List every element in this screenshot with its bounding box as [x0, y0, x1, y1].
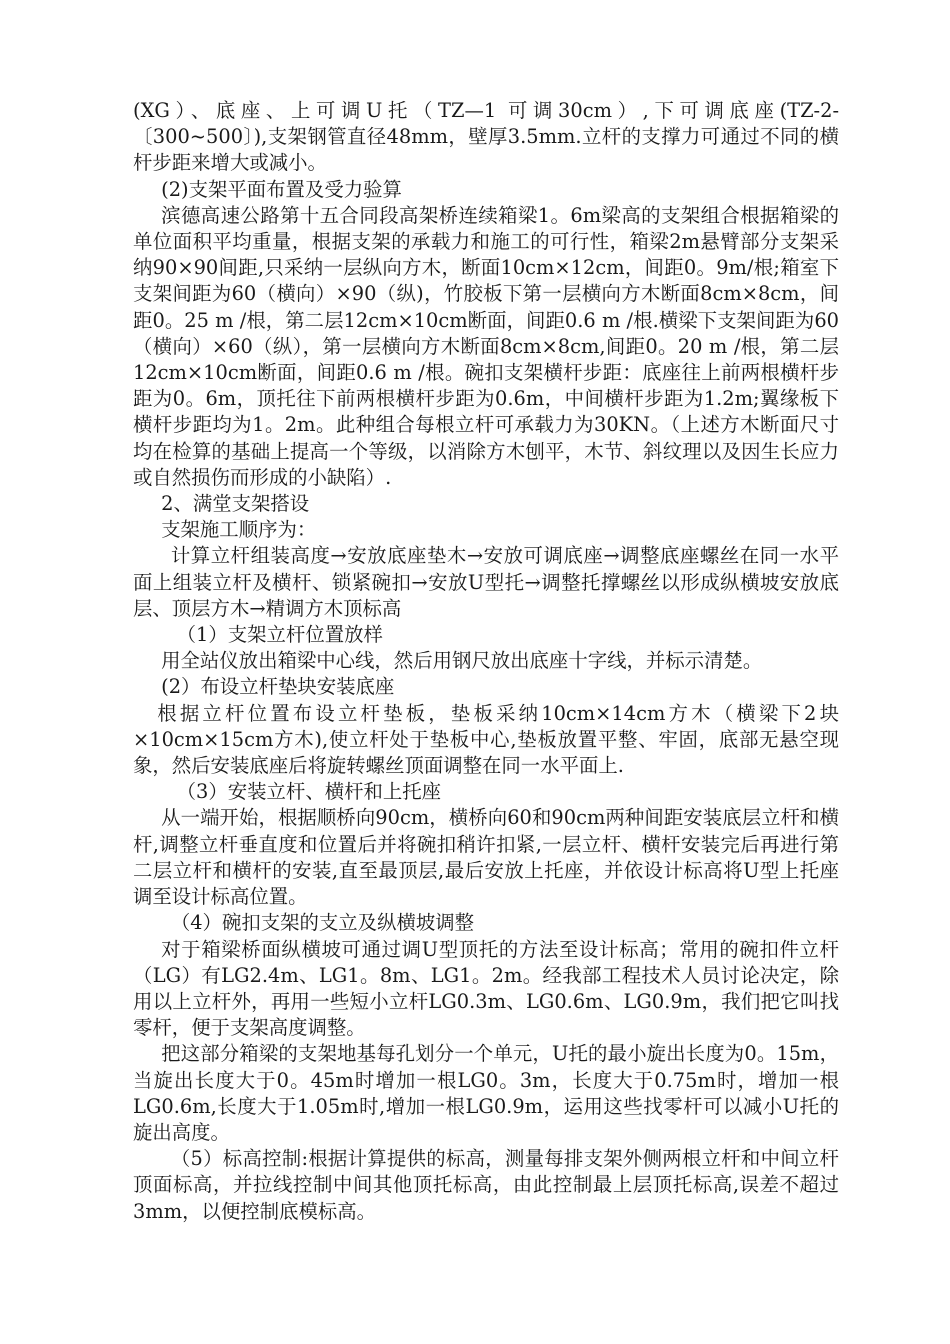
section-heading-erection: 2、满堂支架搭设	[161, 492, 310, 516]
paragraph: 从一端开始，根据顺桥向90cm，横桥向60和90cm两种间距安装底层立杆和横杆,调整立杆垂直度和位置后并将碗扣稍许扣紧,一层立杆、横杆安装完后再进行第二层立杆和横杆的安装,直至最顶层,最后安放上托座，并依设计标高将U型上托座调至设计标高位置。	[133, 806, 839, 909]
paragraph: (XG）、底座、上可调U托（TZ—1 可调30cm）,下可调底座(TZ-2-〔300~500〕),支架钢管直径48mm，壁厚3.5mm.立杆的支撑力可通过不同的横杆步距来增大或减小。	[133, 99, 839, 175]
paragraph: 用全站仪放出箱梁中心线，然后用钢尺放出底座十字线，并标示清楚。	[161, 649, 763, 673]
paragraph: 支架施工顺序为：	[161, 518, 317, 542]
paragraph: 根据立杆位置布设立杆垫板，垫板采纳10cm×14cm方木（横梁下2块×10cm×15cm方木),使立杆处于垫板中心,垫板放置平整、牢固，底部无悬空现象，然后安装底座后将旋转螺丝顶面调整在同一水平面上.	[133, 701, 839, 778]
paragraph: 滨德高速公路第十五合同段高架桥连续箱梁1。6m梁高的支架组合根据箱梁的单位面积平均重量，根据支架的承载力和施工的可行性，箱梁2m悬臂部分支架采纳90×90间距,只采纳一层纵向方木，断面10cm×12cm，间距0。9m/根;箱室下支架间距为60（横向）×90（纵)，竹胶板下第一层横向方木断面8cm×8cm，间距0。25 m /根，第二层12cm×10cm断面，间距0.6 m /根.横梁下支架间距为60（横向）×60（纵），第一层横向方木断面8cm×8cm,间距0。20 m /根，第二层12cm×10cm断面，间距0.6 m /根。碗扣支架横杆步距：底座往上前两根横杆步距为0。6m，顶托往下前两根横杆步距为0.6m，中间横杆步距为1.2m;翼缘板下横杆步距均为1。2m。此种组合每根立杆可承载力为30KN。（上述方木断面尺寸均在检算的基础上提高一个等级，以消除方木刨平，木节、斜纹理以及因生长应力或自然损伤而形成的小缺陷）.	[133, 203, 839, 489]
paragraph: （5）标高控制:根据计算提供的标高，测量每排支架外侧两根立杆和中间立杆顶面标高，并拉线控制中间其他顶托标高，由此控制最上层顶托标高,误差不超过3mm，以便控制底模标高。	[133, 1147, 839, 1223]
subheading: （1）支架立杆位置放样	[176, 623, 383, 647]
document-body	[133, 98, 839, 1225]
section-heading-layout: (2)支架平面布置及受力验算	[161, 177, 402, 201]
paragraph: 把这部分箱梁的支架地基每孔划分一个单元，U托的最小旋出长度为0。15m，当旋出长度大于0。45m时增加一根LG0。3m，长度大于0.75m时，增加一根LG0.6m,长度大于1.05m时,增加一根LG0.9m，运用这些找零杆可以减小U托的旋出高度。	[133, 1042, 839, 1144]
subheading: （4）碗扣支架的支立及纵横坡调整	[170, 911, 475, 935]
paragraph: 计算立杆组装高度→安放底座垫木→安放可调底座→调整底座螺丝在同一水平面上组装立杆及横杆、锁紧碗扣→安放U型托→调整托撑螺丝以形成纵横坡安放底层、顶层方木→精调方木顶标高	[133, 544, 839, 620]
subheading: (2）布设立杆垫块安装底座	[161, 675, 395, 699]
subheading: （3）安装立杆、横杆和上托座	[176, 780, 442, 804]
paragraph: 对于箱梁桥面纵横坡可通过调U型顶托的方法至设计标高；常用的碗扣件立杆（LG）有LG2.4m、LG1。8m、LG1。2m。经我部工程技术人员讨论决定，除用以上立杆外，再用一些短小立杆LG0.3m、LG0.6m、LG0.9m，我们把它叫找零杆，便于支架高度调整。	[133, 937, 839, 1040]
